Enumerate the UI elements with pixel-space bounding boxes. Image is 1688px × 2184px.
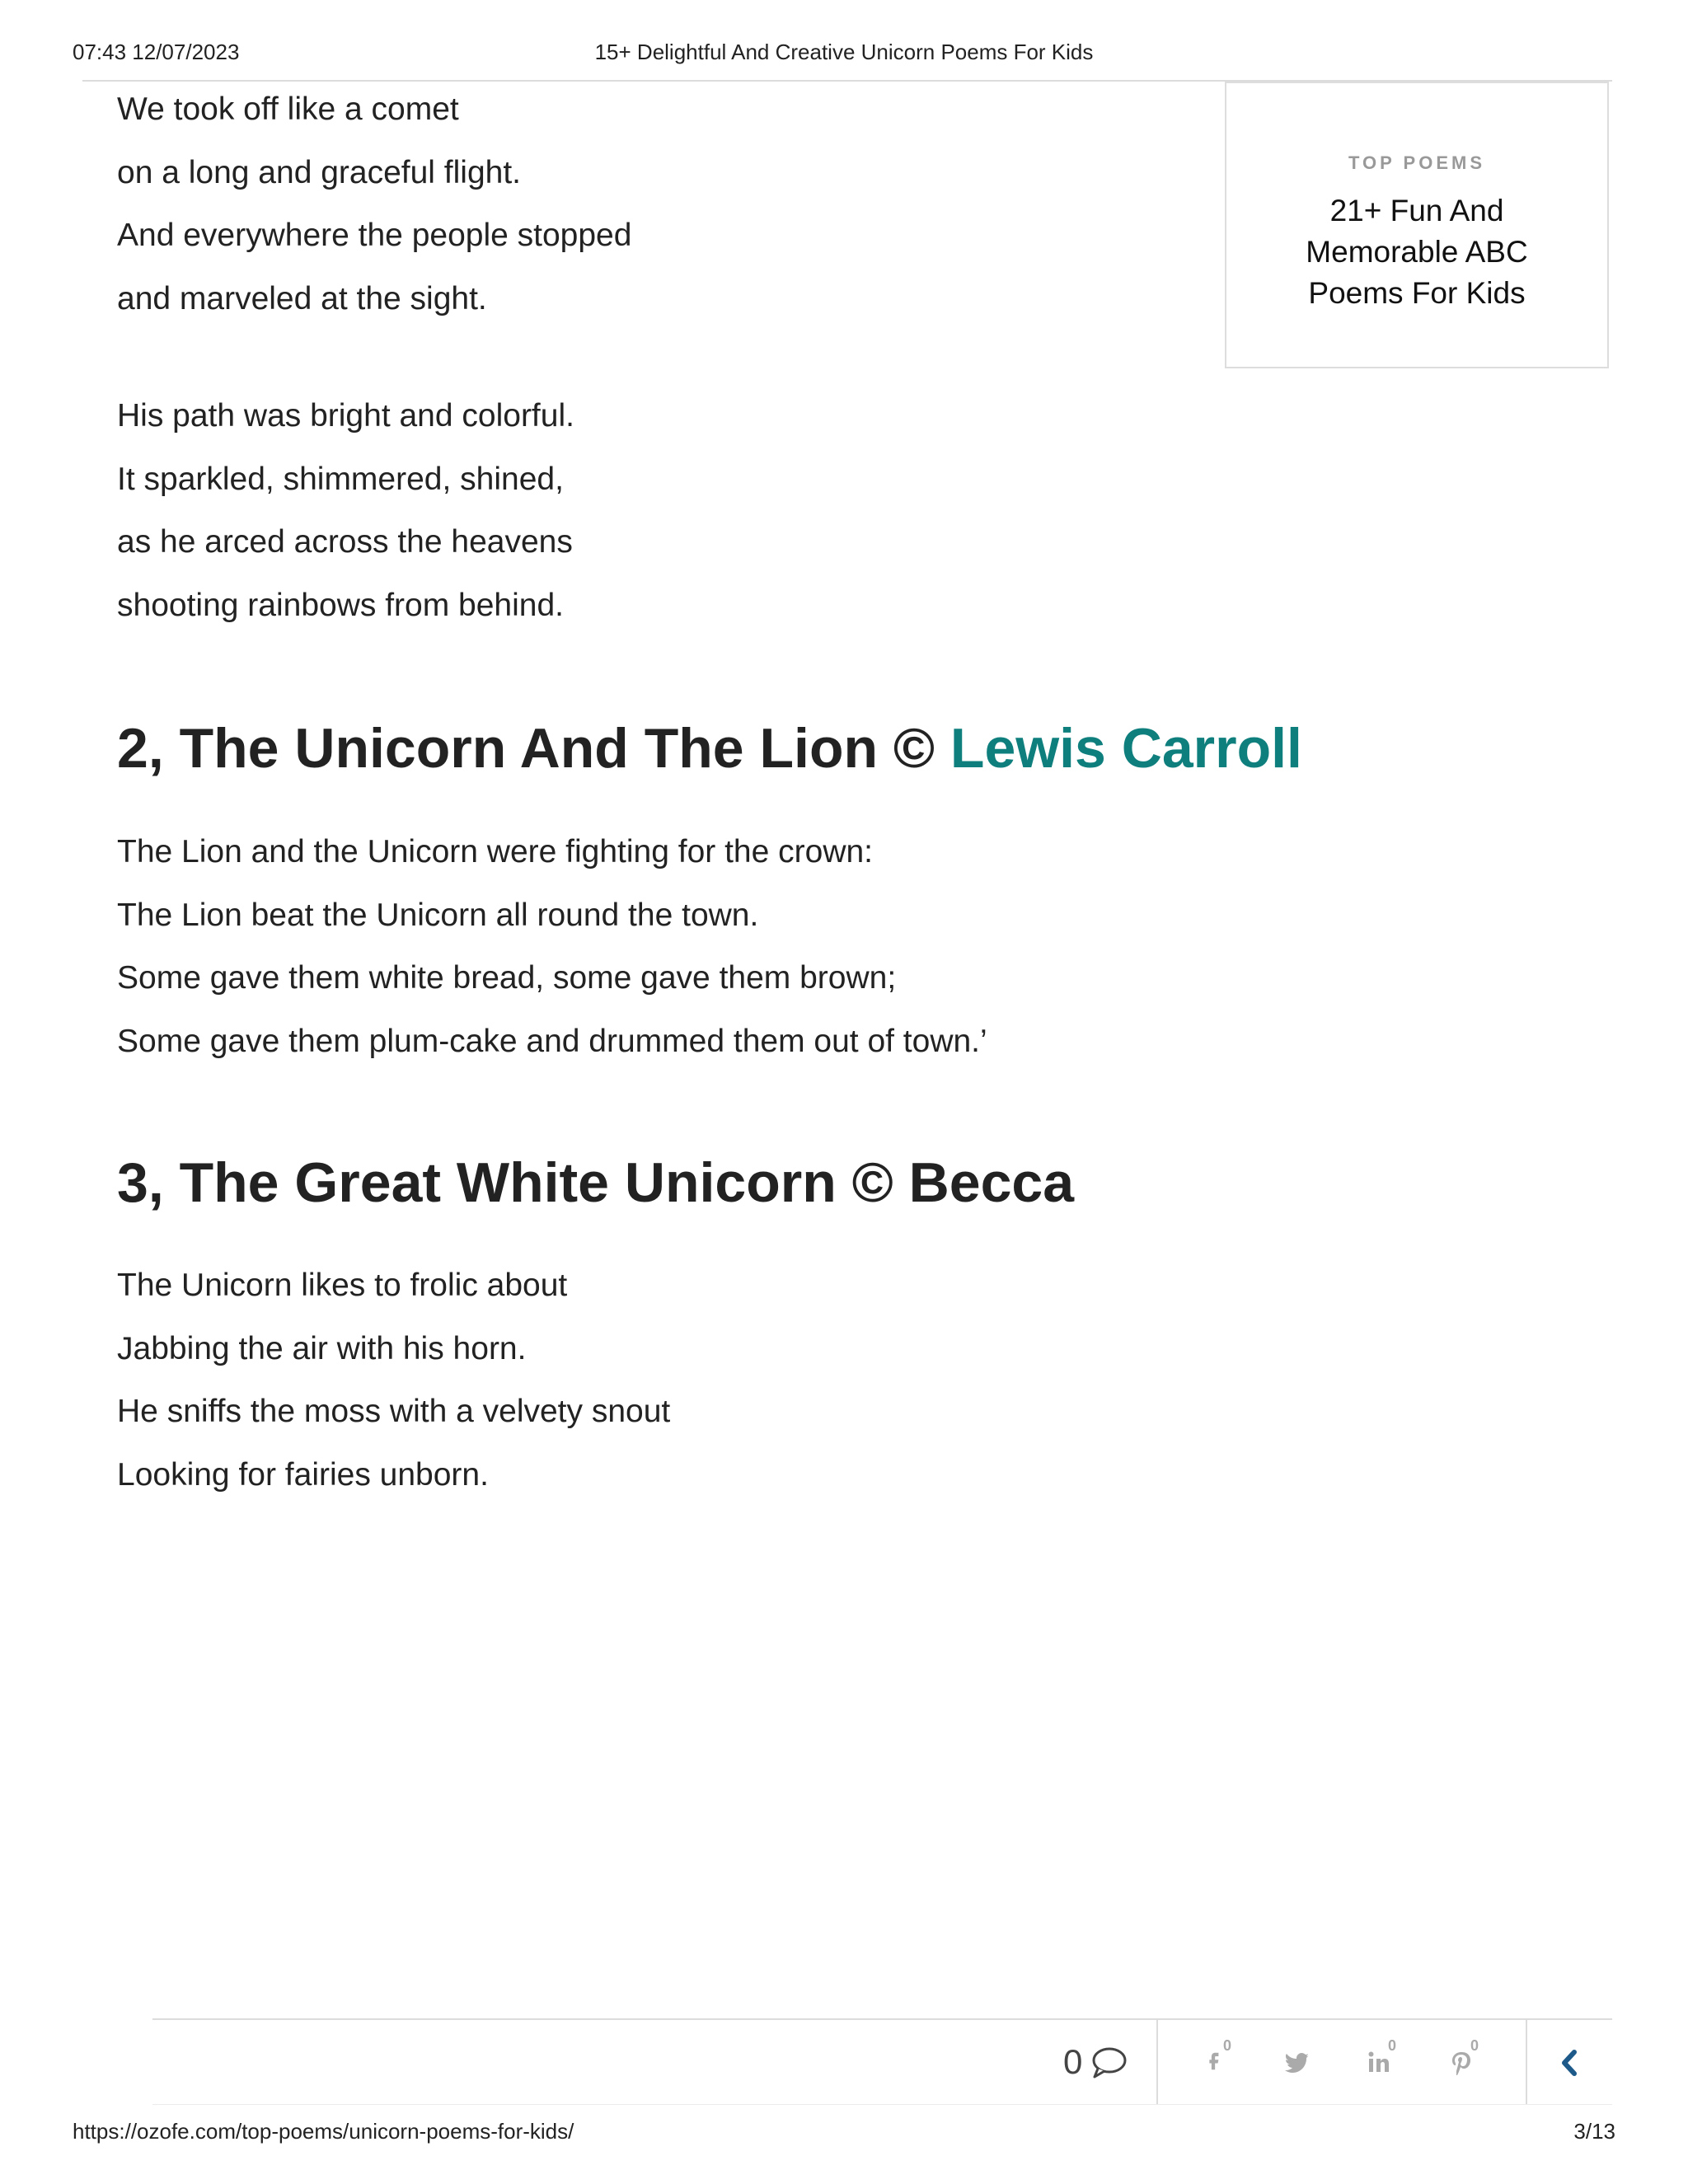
poem-line: on a long and graceful flight. (117, 154, 522, 190)
poem-line: He sniffs the moss with a velvety snout (117, 1394, 671, 1429)
poem-line: The Unicorn likes to frolic about (117, 1268, 568, 1303)
poem-line: Jabbing the air with his horn. (117, 1330, 527, 1366)
top-poems-widget (1225, 82, 1609, 368)
widget-eyebrow: TOP POEMS (1348, 152, 1485, 173)
section-heading: 3, The Great White Unicorn © Becca (117, 1151, 1075, 1214)
share-bar-separator (1156, 2020, 1158, 2104)
comment-count[interactable]: 0 (1063, 2042, 1083, 2081)
section-heading (117, 715, 1302, 781)
poem-line: Some gave them white bread, some gave them brown; (117, 960, 897, 996)
poem-line: And everywhere the people stopped (117, 218, 632, 253)
top-poem-link[interactable]: 21+ Fun And Memorable ABC Poems For Kids (1306, 194, 1528, 310)
poem-line: shooting rainbows from behind. (117, 587, 564, 623)
poem-stanza (117, 385, 574, 637)
facebook-share-button[interactable] (1192, 2037, 1241, 2090)
facebook-count: 0 (1223, 2037, 1232, 2054)
poem-line: and marveled at the sight. (117, 280, 487, 316)
poem-line: Looking for fairies unborn. (117, 1456, 489, 1493)
share-bar-bottom-divider (152, 2104, 1612, 2105)
chevron-left-icon[interactable] (1551, 2044, 1589, 2082)
print-url: https://ozofe.com/top-poems/unicorn-poems-for-kids/ (73, 2119, 574, 2144)
poem-stanza (117, 1254, 670, 1507)
poem-line: The Lion beat the Unicorn all round the town. (117, 897, 759, 933)
poem-line: The Lion and the Unicorn were fighting for the crown: (117, 834, 874, 869)
poem-line: as he arced across the heavens (117, 524, 573, 560)
share-bar-top-divider (152, 2018, 1612, 2020)
linkedin-share-button[interactable] (1357, 2037, 1406, 2090)
print-datetime: 07:43 12/07/2023 (73, 40, 240, 64)
print-page-title: 15+ Delightful And Creative Unicorn Poems For Kids (594, 40, 1094, 64)
linkedin-count: 0 (1388, 2037, 1397, 2054)
print-header (0, 40, 1688, 68)
poem-stanza (117, 78, 631, 330)
share-bar-separator (1526, 2020, 1527, 2104)
comment-bubble-icon[interactable] (1090, 2044, 1128, 2082)
poem-stanza (117, 821, 987, 1073)
poem-line: His path was bright and colorful. (117, 398, 574, 434)
heading-text: 2, The Unicorn And The Lion © (117, 717, 950, 780)
author-link[interactable]: Lewis Carroll (950, 717, 1302, 780)
poem-line: Some gave them plum-cake and drummed them out of town.’ (117, 1023, 987, 1059)
twitter-icon (1284, 2049, 1312, 2077)
poem-line: It sparkled, shimmered, shined, (117, 461, 564, 497)
twitter-share-button[interactable] (1276, 2037, 1325, 2090)
pinterest-share-button[interactable] (1439, 2037, 1489, 2090)
pinterest-count: 0 (1470, 2037, 1479, 2054)
print-page-number: 3/13 (1573, 2119, 1615, 2144)
poem-line: We took off like a comet (117, 91, 459, 127)
